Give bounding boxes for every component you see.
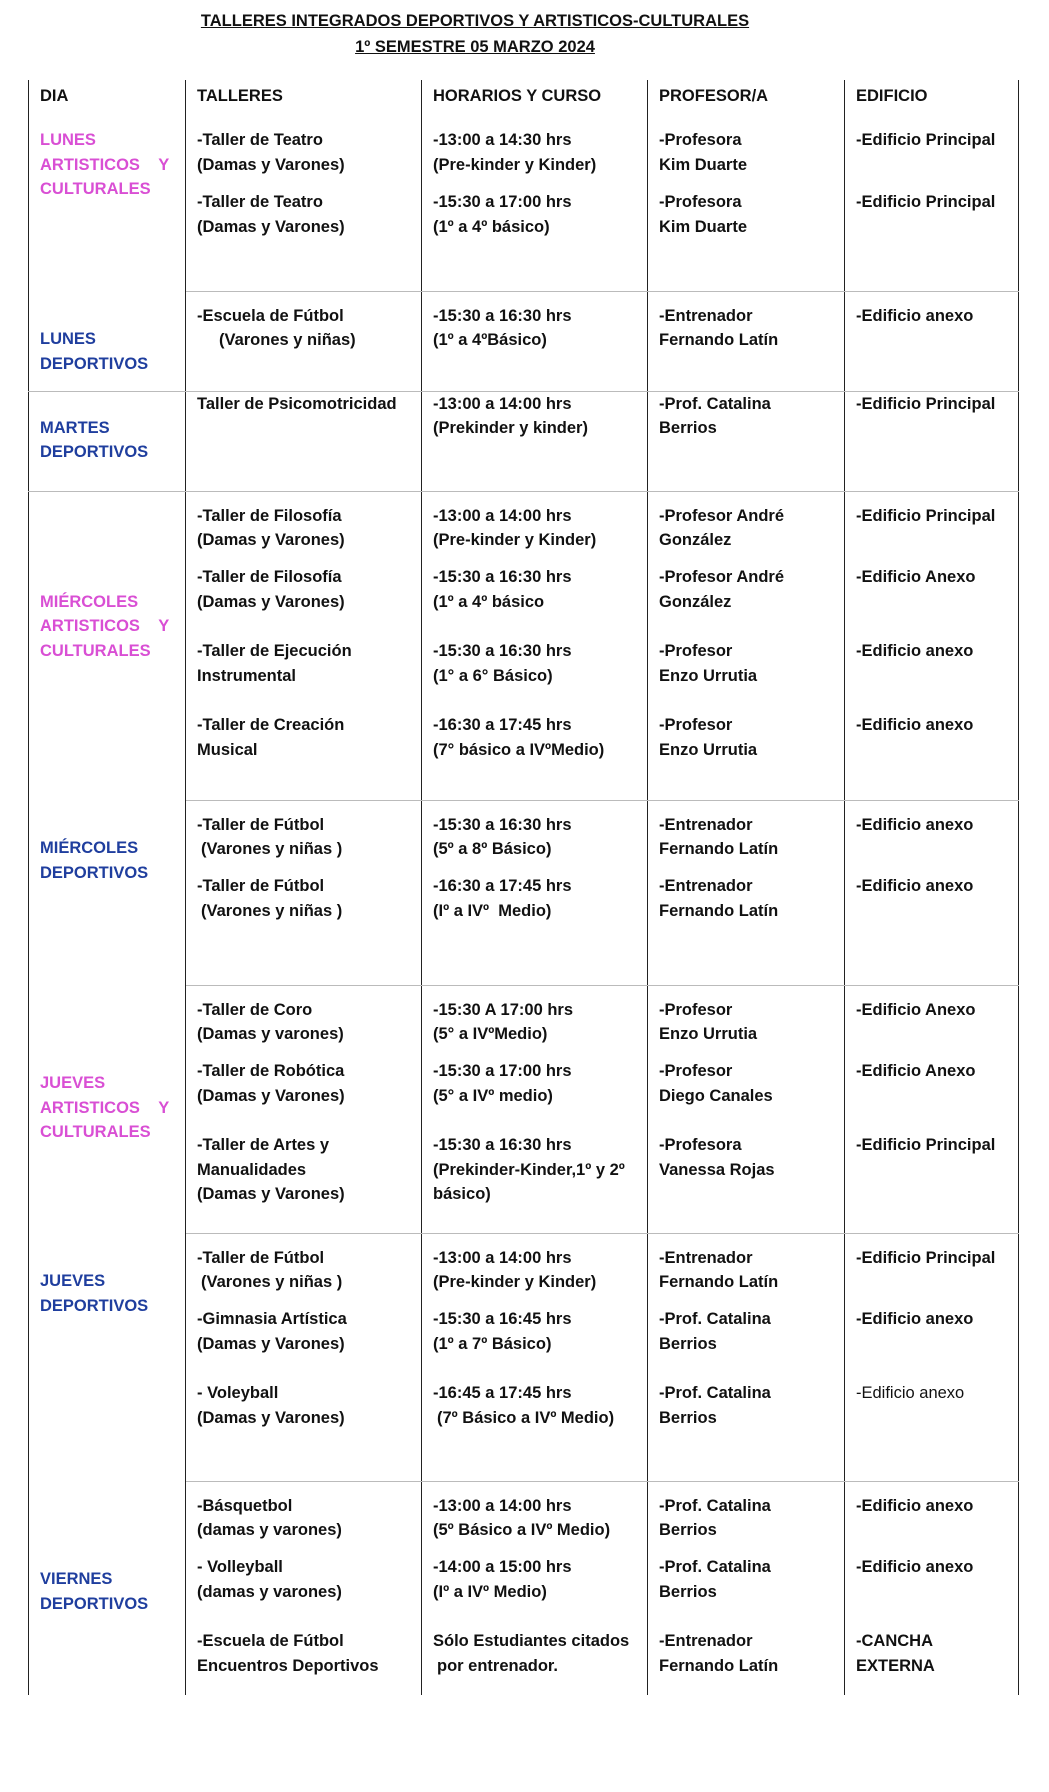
horario-time: -16:30 a 17:45 hrs — [433, 877, 572, 895]
horario-cell — [422, 116, 648, 190]
taller-detail: (damas y varones) — [197, 1521, 342, 1539]
edificio-cell — [845, 391, 1019, 491]
horario-cell — [422, 391, 648, 491]
taller-detail: Musical — [197, 740, 258, 759]
edificio-name: -Edificio anexo — [856, 642, 974, 660]
edificio-name: -Edificio anexo — [856, 1496, 974, 1515]
horario-curso: (1º a 7º Básico) — [433, 1334, 552, 1353]
day-name: MIÉRCOLES — [40, 839, 139, 857]
horario-curso: (1° a 6° Básico) — [433, 666, 553, 685]
schedule-table — [28, 80, 1019, 1695]
day-type-2: CULTURALES — [40, 180, 151, 198]
day-type: ARTISTICOS Y — [40, 155, 170, 174]
profesor-name: Enzo Urrutia — [659, 666, 758, 685]
horario-time: -15:30 a 16:30 hrs — [433, 1136, 572, 1154]
edificio-cell — [845, 491, 1019, 565]
horario-curso: (Prekinder-Kinder,1º y 2º — [433, 1160, 625, 1179]
horario-note: Sólo Estudiantes citados — [433, 1632, 630, 1650]
taller-cell — [186, 985, 422, 1059]
profesor-cell — [648, 1555, 845, 1629]
profesor-cell — [648, 190, 845, 291]
edificio-cell — [845, 800, 1019, 874]
taller-name: -Escuela de Fútbol — [197, 306, 344, 325]
edificio-name: -Edificio Principal — [856, 394, 996, 413]
edificio-cell — [845, 1059, 1019, 1133]
edificio-cell — [845, 1629, 1019, 1695]
profesor-title: -Profesora — [659, 1136, 742, 1154]
horario-curso: (1º a 4ºBásico) — [433, 331, 547, 349]
taller-name: -Taller de Robótica — [197, 1062, 345, 1080]
profesor-cell — [648, 565, 845, 639]
horario-time: -15:30 a 16:30 hrs — [433, 306, 572, 325]
taller-name: -Básquetbol — [197, 1496, 293, 1515]
horario-time: -16:45 a 17:45 hrs — [433, 1384, 572, 1402]
horario-cell — [422, 565, 648, 639]
horario-curso: (Iº a IVº Medio) — [433, 1582, 547, 1601]
horario-time: -13:00 a 14:00 hrs — [433, 506, 572, 525]
taller-name: -Taller de Creación — [197, 716, 345, 734]
horario-cell — [422, 1629, 648, 1695]
profesor-cell — [648, 639, 845, 713]
horario-time: -13:00 a 14:00 hrs — [433, 1248, 572, 1267]
profesor-cell — [648, 985, 845, 1059]
profesor-name: Enzo Urrutia — [659, 1025, 758, 1043]
table-row — [29, 1233, 1019, 1307]
taller-detail: (damas y varones) — [197, 1582, 342, 1601]
profesor-cell — [648, 713, 845, 800]
edificio-name: -Edificio Principal — [856, 1248, 996, 1267]
taller-cell — [186, 1481, 422, 1555]
profesor-cell — [648, 1233, 845, 1307]
horario-cell — [422, 190, 648, 291]
edificio-name: -Edificio anexo — [856, 1384, 965, 1402]
profesor-cell — [648, 1629, 845, 1695]
horario-cell — [422, 1555, 648, 1629]
profesor-cell — [648, 116, 845, 190]
day-type-2: CULTURALES — [40, 641, 151, 660]
edificio-name: -Edificio anexo — [856, 877, 974, 895]
profesor-name: Vanessa Rojas — [659, 1160, 775, 1179]
profesor-title: -Prof. Catalina — [659, 1384, 771, 1402]
edificio-name: -Edificio anexo — [856, 716, 974, 734]
day-name: MIÉRCOLES — [40, 592, 139, 611]
col-header-edificio: EDIFICIO — [845, 80, 1019, 116]
taller-name: -Taller de Filosofía — [197, 506, 342, 525]
taller-name: -Gimnasia Artística — [197, 1310, 347, 1328]
edificio-name: -Edificio Anexo — [856, 568, 976, 586]
edificio-name: -Edificio Principal — [856, 193, 996, 211]
edificio-cell — [845, 565, 1019, 639]
horario-curso: (5° a IVºMedio) — [433, 1025, 548, 1043]
taller-cell — [186, 291, 422, 391]
taller-cell — [186, 713, 422, 800]
taller-cell — [186, 565, 422, 639]
table-row — [29, 291, 1019, 391]
profesor-name: Fernando Latín — [659, 331, 779, 349]
horario-curso: (Iº a IVº Medio) — [433, 901, 552, 920]
taller-cell — [186, 1629, 422, 1695]
profesor-cell — [648, 1381, 845, 1481]
horario-cell — [422, 291, 648, 391]
horario-time: -15:30 a 16:30 hrs — [433, 642, 572, 660]
edificio-cell — [845, 1381, 1019, 1481]
profesor-name: Fernando Latín — [659, 901, 779, 920]
horario-cell — [422, 874, 648, 985]
profesor-cell — [648, 1133, 845, 1233]
taller-cell — [186, 1307, 422, 1381]
taller-name: -Taller de Teatro — [197, 193, 323, 211]
day-type: ARTISTICOS Y — [40, 617, 170, 635]
document-title: TALLERES INTEGRADOS DEPORTIVOS Y ARTISTICOS-CULTURALES — [200, 12, 750, 30]
taller-cell — [186, 800, 422, 874]
taller-detail: (Damas y Varones) — [197, 217, 345, 236]
profesor-name: Berrios — [659, 1408, 717, 1427]
taller-name: -Taller de Teatro — [197, 131, 323, 149]
edificio-name: -Edificio anexo — [856, 306, 974, 325]
day-cell — [29, 491, 186, 800]
profesor-title: -Entrenador — [659, 1632, 753, 1650]
profesor-name: Berrios — [659, 1582, 717, 1601]
taller-detail: (Damas y Varones) — [197, 1408, 345, 1427]
col-header-horarios: HORARIOS Y CURSO — [422, 80, 648, 116]
horario-cell — [422, 639, 648, 713]
horario-curso: (5º a 8º Básico) — [433, 840, 552, 858]
taller-detail: Instrumental — [197, 666, 297, 685]
edificio-cell — [845, 713, 1019, 800]
profesor-title: -Profesora — [659, 131, 742, 149]
horario-time: -16:30 a 17:45 hrs — [433, 716, 572, 734]
horario-time: -13:00 a 14:00 hrs — [433, 1496, 572, 1515]
profesor-title: -Profesor André — [659, 568, 784, 586]
horario-time: -15:30 a 17:00 hrs — [433, 1062, 572, 1080]
day-cell — [29, 291, 186, 391]
horario-cell — [422, 800, 648, 874]
taller-detail: (Damas y Varones) — [197, 1086, 345, 1105]
edificio-name: -Edificio anexo — [856, 1558, 974, 1576]
taller-detail: (Damas y Varones) — [197, 531, 345, 549]
profesor-title: -Entrenador — [659, 306, 753, 325]
table-row — [29, 491, 1019, 565]
day-cell — [29, 985, 186, 1233]
taller-detail: (Varones y niñas) — [219, 331, 356, 349]
day-type: DEPORTIVOS — [40, 443, 149, 461]
table-row — [29, 116, 1019, 190]
taller-detail: (Varones y niñas ) — [201, 1273, 343, 1291]
day-type: ARTISTICOS Y — [40, 1098, 170, 1117]
day-name: LUNES — [40, 131, 96, 149]
taller-name: Taller de Psicomotricidad — [197, 394, 397, 413]
day-name: LUNES — [40, 330, 96, 348]
col-header-dia: DIA — [29, 80, 186, 116]
day-type: DEPORTIVOS — [40, 354, 149, 373]
horario-cell — [422, 1481, 648, 1555]
taller-name: -Taller de Fútbol — [197, 815, 325, 834]
taller-name: -Taller de Ejecución — [197, 642, 352, 660]
edificio-name: -Edificio Anexo — [856, 1000, 976, 1019]
col-header-profesor: PROFESOR/A — [648, 80, 845, 116]
taller-name: -Escuela de Fútbol — [197, 1632, 344, 1650]
edificio-cell — [845, 1481, 1019, 1555]
edificio-name: -Edificio Principal — [856, 506, 996, 525]
horario-time: -15:30 a 16:30 hrs — [433, 815, 572, 834]
day-cell — [29, 1481, 186, 1695]
taller-name: -Taller de Filosofía — [197, 568, 342, 586]
horario-time: -13:00 a 14:30 hrs — [433, 131, 572, 149]
horario-time: -15:30 A 17:00 hrs — [433, 1000, 574, 1019]
edificio-name: -Edificio anexo — [856, 1310, 974, 1328]
day-name: MARTES — [40, 418, 110, 437]
horario-time: -15:30 a 16:30 hrs — [433, 568, 572, 586]
horario-cell — [422, 1307, 648, 1381]
profesor-name: Fernando Latín — [659, 1656, 779, 1675]
profesor-title: -Profesor — [659, 1000, 733, 1019]
edificio-cell — [845, 1555, 1019, 1629]
horario-curso: (5° a IVº medio) — [433, 1086, 553, 1105]
edificio-cell — [845, 874, 1019, 985]
taller-name: - Voleyball — [197, 1384, 279, 1402]
horario-curso: (5º Básico a IVº Medio) — [433, 1521, 611, 1539]
taller-detail: Encuentros Deportivos — [197, 1656, 379, 1675]
horario-curso-2: básico) — [433, 1185, 491, 1203]
day-name: VIERNES — [40, 1570, 113, 1588]
edificio-cell — [845, 116, 1019, 190]
profesor-title: -Entrenador — [659, 815, 753, 834]
horario-curso: (Prekinder y kinder) — [433, 419, 588, 437]
horario-cell — [422, 1381, 648, 1481]
edificio-cell — [845, 1307, 1019, 1381]
horario-cell — [422, 491, 648, 565]
taller-detail: (Varones y niñas ) — [201, 840, 343, 858]
profesor-title: -Entrenador — [659, 1248, 753, 1267]
edificio-name: -Edificio Anexo — [856, 1062, 976, 1080]
edificio-cell — [845, 190, 1019, 291]
profesor-name: Kim Duarte — [659, 217, 748, 236]
taller-detail: (Varones y niñas ) — [201, 901, 343, 920]
taller-cell — [186, 1233, 422, 1307]
document-subtitle: 1º SEMESTRE 05 MARZO 2024 — [355, 38, 595, 56]
profesor-title: -Profesor André — [659, 506, 784, 525]
taller-name: -Taller de Artes y — [197, 1136, 330, 1154]
day-type: DEPORTIVOS — [40, 1594, 149, 1613]
profesor-title: -Prof. Catalina — [659, 1558, 771, 1576]
taller-cell — [186, 874, 422, 985]
horario-curso: (7º Básico a IVº Medio) — [437, 1408, 615, 1427]
day-name: JUEVES — [40, 1272, 106, 1290]
taller-cell — [186, 1381, 422, 1481]
taller-cell — [186, 190, 422, 291]
day-cell — [29, 1233, 186, 1481]
profesor-title: -Profesora — [659, 193, 742, 211]
taller-detail: (Damas y Varones) — [197, 1334, 345, 1353]
horario-curso: (Pre-kinder y Kinder) — [433, 155, 597, 174]
horario-cell — [422, 713, 648, 800]
day-cell — [29, 800, 186, 985]
profesor-title: -Profesor — [659, 716, 733, 734]
profesor-title: -Prof. Catalina — [659, 1496, 771, 1515]
profesor-cell — [648, 1059, 845, 1133]
profesor-name: Berrios — [659, 1521, 717, 1539]
profesor-name: González — [659, 592, 732, 611]
taller-name: - Volleyball — [197, 1558, 283, 1576]
profesor-title: -Profesor — [659, 1062, 733, 1080]
table-row — [29, 800, 1019, 874]
taller-cell — [186, 491, 422, 565]
horario-time: -15:30 a 17:00 hrs — [433, 193, 572, 211]
profesor-name: Enzo Urrutia — [659, 740, 758, 759]
profesor-name: Fernando Latín — [659, 840, 779, 858]
profesor-name: Diego Canales — [659, 1086, 773, 1105]
taller-cell — [186, 1133, 422, 1233]
profesor-title: -Entrenador — [659, 877, 753, 895]
profesor-cell — [648, 391, 845, 491]
taller-detail: (Damas y Varones) — [197, 592, 345, 611]
profesor-cell — [648, 291, 845, 391]
taller-cell — [186, 391, 422, 491]
edificio-name: -Edificio Principal — [856, 131, 996, 149]
taller-cell — [186, 639, 422, 713]
col-header-talleres: TALLERES — [186, 80, 422, 116]
taller-detail: (Damas y Varones) — [197, 155, 345, 174]
horario-cell — [422, 1059, 648, 1133]
horario-time: -13:00 a 14:00 hrs — [433, 394, 572, 413]
profesor-cell — [648, 874, 845, 985]
edificio-cell — [845, 1233, 1019, 1307]
table-row — [29, 1481, 1019, 1555]
day-type-2: CULTURALES — [40, 1123, 151, 1141]
profesor-title: -Prof. Catalina — [659, 394, 771, 413]
profesor-cell — [648, 1481, 845, 1555]
horario-curso: (Pre-kinder y Kinder) — [433, 1273, 597, 1291]
horario-time: -15:30 a 16:45 hrs — [433, 1310, 572, 1328]
day-cell — [29, 116, 186, 291]
edificio-name: -CANCHA EXTERNA — [856, 1632, 935, 1675]
horario-note-2: por entrenador. — [437, 1656, 559, 1675]
edificio-name: -Edificio Principal — [856, 1136, 996, 1154]
profesor-name: Berrios — [659, 419, 717, 437]
profesor-name: Fernando Latín — [659, 1273, 779, 1291]
edificio-cell — [845, 985, 1019, 1059]
taller-cell — [186, 1555, 422, 1629]
table-row — [29, 391, 1019, 491]
table-header-row — [29, 80, 1019, 116]
profesor-name: Kim Duarte — [659, 155, 748, 174]
taller-cell — [186, 116, 422, 190]
horario-curso: (Pre-kinder y Kinder) — [433, 531, 597, 549]
profesor-name: Berrios — [659, 1334, 717, 1353]
day-type: DEPORTIVOS — [40, 863, 149, 882]
day-cell — [29, 391, 186, 491]
day-type: DEPORTIVOS — [40, 1296, 149, 1315]
profesor-title: -Prof. Catalina — [659, 1310, 771, 1328]
profesor-name: González — [659, 531, 732, 549]
horario-time: -14:00 a 15:00 hrs — [433, 1558, 572, 1576]
horario-cell — [422, 985, 648, 1059]
profesor-cell — [648, 491, 845, 565]
horario-cell — [422, 1133, 648, 1233]
day-name: JUEVES — [40, 1074, 106, 1092]
horario-curso: (1º a 4º básico — [433, 592, 545, 611]
edificio-name: -Edificio anexo — [856, 815, 974, 834]
edificio-cell — [845, 291, 1019, 391]
profesor-title: -Profesor — [659, 642, 733, 660]
edificio-cell — [845, 1133, 1019, 1233]
table-row — [29, 985, 1019, 1059]
horario-curso: (1º a 4º básico) — [433, 217, 550, 236]
taller-detail-2: (Damas y Varones) — [197, 1185, 345, 1203]
taller-name: -Taller de Coro — [197, 1000, 313, 1019]
edificio-cell — [845, 639, 1019, 713]
taller-name: -Taller de Fútbol — [197, 877, 325, 895]
profesor-cell — [648, 800, 845, 874]
taller-detail: Manualidades — [197, 1160, 307, 1179]
taller-detail: (Damas y varones) — [197, 1025, 344, 1043]
horario-cell — [422, 1233, 648, 1307]
profesor-cell — [648, 1307, 845, 1381]
horario-curso: (7° básico a IVºMedio) — [433, 740, 605, 759]
taller-cell — [186, 1059, 422, 1133]
taller-name: -Taller de Fútbol — [197, 1248, 325, 1267]
